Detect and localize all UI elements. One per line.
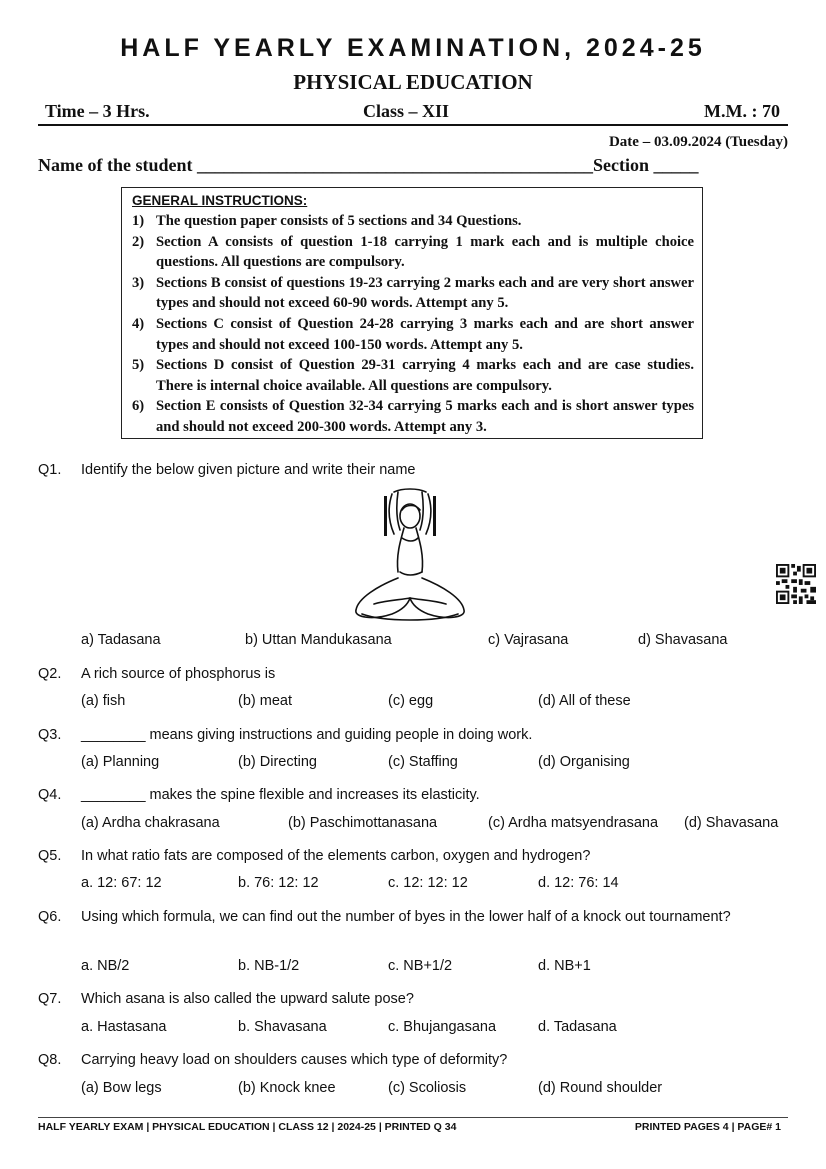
question-text: Using which formula, we can find out the number of byes in the lower half of a knock out tournament?	[81, 909, 731, 925]
question-number: Q8.	[38, 1052, 62, 1068]
general-instructions-box	[121, 187, 703, 439]
student-name-line: Name of the student ____________________________________________Section _____	[38, 155, 699, 175]
option-c[interactable]: c) Vajrasana	[488, 632, 569, 648]
time-label: Time – 3 Hrs.	[45, 101, 150, 121]
instruction-number: 6)	[132, 398, 145, 415]
option-d[interactable]: (d) Shavasana	[684, 815, 779, 831]
instruction-item	[132, 211, 694, 232]
question-2	[38, 663, 788, 685]
question-7-options	[81, 1019, 788, 1041]
instruction-text: Section A consists of question 1-18 carrying 1 mark each and is multiple choice questions. All questions are compulsory.	[156, 233, 694, 271]
question-1-options	[81, 632, 788, 654]
option-b[interactable]: (b) Paschimottanasana	[288, 815, 438, 831]
instruction-item	[132, 314, 694, 355]
option-c[interactable]: (c) egg	[388, 693, 434, 709]
footer-left: HALF YEARLY EXAM | PHYSICAL EDUCATION | CLASS 12 | 2024-25 | PRINTED Q 34	[38, 1121, 457, 1133]
option-c[interactable]: c. NB+1/2	[388, 958, 453, 974]
question-text: A rich source of phosphorus is	[81, 666, 276, 682]
instruction-number: 2)	[132, 233, 145, 250]
instruction-text: Sections D consist of Question 29-31 carrying 4 marks each and are case studies. There is internal choice available. All questions are compulsory.	[156, 357, 694, 394]
option-d[interactable]: d. NB+1	[538, 958, 591, 974]
instruction-number: 3)	[132, 274, 145, 291]
question-text: Which asana is also called the upward salute pose?	[81, 991, 414, 1007]
class-label: Class – XII	[363, 101, 450, 121]
option-a[interactable]: (a) Ardha chakrasana	[81, 815, 220, 831]
option-b[interactable]: b. NB-1/2	[238, 958, 300, 974]
question-text: Carrying heavy load on shoulders causes which type of deformity?	[81, 1052, 508, 1068]
option-a[interactable]: (a) Planning	[81, 754, 160, 770]
question-text: In what ratio fats are composed of the elements carbon, oxygen and hydrogen?	[81, 848, 591, 864]
option-b[interactable]: b. Shavasana	[238, 1019, 327, 1035]
option-d[interactable]: d. 12: 76: 14	[538, 875, 619, 891]
instruction-text: Section E consists of Question 32-34 carrying 5 marks each and is short answer types and should not exceed 200-300 words. Attempt any 3.	[156, 398, 694, 435]
instruction-number: 5)	[132, 357, 145, 374]
yoga-pose-figure	[344, 486, 476, 628]
question-number: Q1.	[38, 462, 62, 478]
instruction-item	[132, 232, 694, 273]
instruction-item	[132, 396, 694, 437]
question-number: Q3.	[38, 727, 62, 743]
question-3-options	[81, 754, 788, 776]
exam-title: HALF YEARLY EXAMINATION, 2024-25	[120, 34, 706, 62]
instruction-item	[132, 273, 694, 314]
question-number: Q7.	[38, 991, 62, 1007]
footer-rule	[38, 1117, 788, 1118]
question-1	[38, 459, 788, 481]
option-d[interactable]: d) Shavasana	[638, 632, 728, 648]
option-b[interactable]: (b) meat	[238, 693, 292, 709]
question-7	[38, 988, 788, 1010]
question-text: ________ makes the spine flexible and increases its elasticity.	[81, 787, 480, 803]
instruction-item	[132, 355, 694, 396]
option-a[interactable]: a. Hastasana	[81, 1019, 167, 1035]
option-d[interactable]: (d) Organising	[538, 754, 630, 770]
option-b[interactable]: b) Uttan Mandukasana	[245, 632, 392, 648]
exam-date: Date – 03.09.2024 (Tuesday)	[608, 134, 788, 150]
max-marks-label: M.M. : 70	[704, 101, 780, 121]
question-5-options	[81, 875, 788, 897]
option-c[interactable]: (c) Ardha matsyendrasana	[488, 815, 659, 831]
question-8-options	[81, 1080, 788, 1102]
question-number: Q6.	[38, 909, 62, 925]
instruction-text: The question paper consists of 5 sections and 34 Questions.	[156, 213, 522, 229]
option-d[interactable]: (d) Round shoulder	[538, 1080, 663, 1096]
option-a[interactable]: a) Tadasana	[81, 632, 161, 648]
subject-title: PHYSICAL EDUCATION	[293, 70, 533, 94]
option-a[interactable]: (a) Bow legs	[81, 1080, 162, 1096]
instruction-number: 4)	[132, 315, 145, 332]
meta-row	[38, 101, 788, 123]
question-4	[38, 784, 788, 806]
option-d[interactable]: (d) All of these	[538, 693, 631, 709]
instruction-number: 1)	[132, 213, 145, 229]
qr-code-icon	[776, 564, 816, 604]
option-b[interactable]: (b) Knock knee	[238, 1080, 336, 1096]
option-a[interactable]: a. NB/2	[81, 958, 130, 974]
option-c[interactable]: c. Bhujangasana	[388, 1019, 497, 1035]
question-6-options	[81, 958, 788, 980]
question-4-options	[81, 815, 788, 837]
question-text: ________ means giving instructions and guiding people in doing work.	[81, 727, 533, 743]
option-c[interactable]: (c) Staffing	[388, 754, 458, 770]
question-5	[38, 845, 788, 867]
option-c[interactable]: c. 12: 12: 12	[388, 875, 468, 891]
question-number: Q4.	[38, 787, 62, 803]
footer-right: PRINTED PAGES 4 | PAGE# 1	[634, 1121, 781, 1133]
instruction-text: Sections C consist of Question 24-28 carrying 3 marks each and are short answer types and should not exceed 100-150 words. Attempt any 5.	[156, 315, 694, 353]
question-number: Q2.	[38, 666, 62, 682]
instruction-text: Sections B consist of questions 19-23 carrying 2 marks each and are very short answer types and should not exceed 60-90 words. Attempt any 5.	[156, 274, 694, 312]
option-a[interactable]: (a) fish	[81, 693, 126, 709]
header-rule	[38, 124, 788, 126]
question-8	[38, 1049, 788, 1071]
question-2-options	[81, 693, 788, 715]
question-3	[38, 724, 788, 746]
option-d[interactable]: d. Tadasana	[538, 1019, 617, 1035]
question-number: Q5.	[38, 848, 62, 864]
option-b[interactable]: b. 76: 12: 12	[238, 875, 319, 891]
option-c[interactable]: (c) Scoliosis	[388, 1080, 467, 1096]
option-a[interactable]: a. 12: 67: 12	[81, 875, 162, 891]
instructions-heading: GENERAL INSTRUCTIONS:	[132, 193, 308, 208]
question-6	[38, 906, 788, 928]
question-text: Identify the below given picture and write their name	[81, 462, 416, 478]
option-b[interactable]: (b) Directing	[238, 754, 317, 770]
